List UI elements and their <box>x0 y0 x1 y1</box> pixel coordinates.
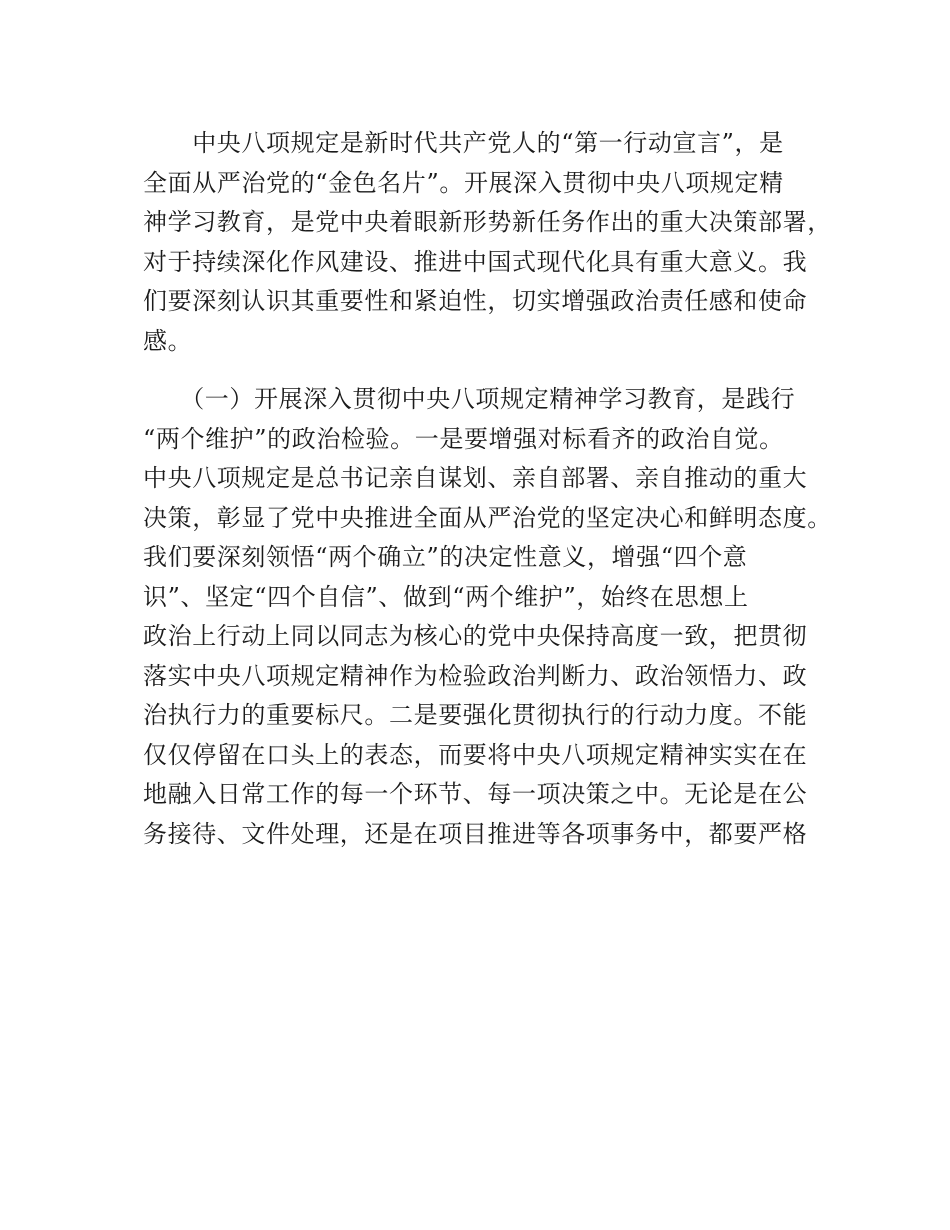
text-line: 感。 <box>143 326 193 355</box>
document-body <box>143 124 832 854</box>
text-line: 对于持续深化作风建设、推进中国式现代化具有重大意义。我 <box>143 247 808 276</box>
text-line: 中央八项规定是总书记亲自谋划、亲自部署、亲自推动的重大 <box>143 464 808 492</box>
text-line: 我们要深刻领悟“两个确立”的决定性意义，增强“四个意 <box>143 543 748 571</box>
text-line: 政治上行动上同以同志为核心的党中央保持高度一致，把贯彻 <box>143 622 808 650</box>
text-line: 全面从严治党的“金色名片”。开展深入贯彻中央八项规定精 <box>143 168 784 197</box>
text-line: “两个维护”的政治检验。一是要增强对标看齐的政治自觉。 <box>143 424 784 453</box>
paragraph-spacer <box>143 361 813 380</box>
text-line: 决策，彰显了党中央推进全面从严治党的坚定决心和鲜明态度。 <box>143 503 832 532</box>
text-line: 仅仅停留在口头上的表态，而要将中央八项规定精神实实在在 <box>143 740 808 769</box>
paragraph-section-one <box>143 380 832 854</box>
text-line: 们要深刻认识其重要性和紧迫性，切实增强政治责任感和使命 <box>143 287 808 315</box>
text-line: 中央八项规定是新时代共产党人的“第一行动宣言”，是 <box>143 129 784 157</box>
text-line: 识”、坚定“四个自信”、做到“两个维护”，始终在思想上 <box>143 582 749 611</box>
text-line: 神学习教育，是党中央着眼新形势新任务作出的重大决策部署， <box>143 208 832 236</box>
text-line: 务接待、文件处理，还是在项目推进等各项事务中，都要严格 <box>143 819 808 848</box>
text-line: 落实中央八项规定精神作为检验政治判断力、政治领悟力、政 <box>143 661 808 690</box>
text-line: 治执行力的重要标尺。二是要强化贯彻执行的行动力度。不能 <box>143 701 808 729</box>
text-line: （一）开展深入贯彻中央八项规定精神学习教育，是践行 <box>143 385 796 413</box>
text-line: 地融入日常工作的每一个环节、每一项决策之中。无论是在公 <box>143 780 808 808</box>
paragraph-intro <box>143 124 832 361</box>
